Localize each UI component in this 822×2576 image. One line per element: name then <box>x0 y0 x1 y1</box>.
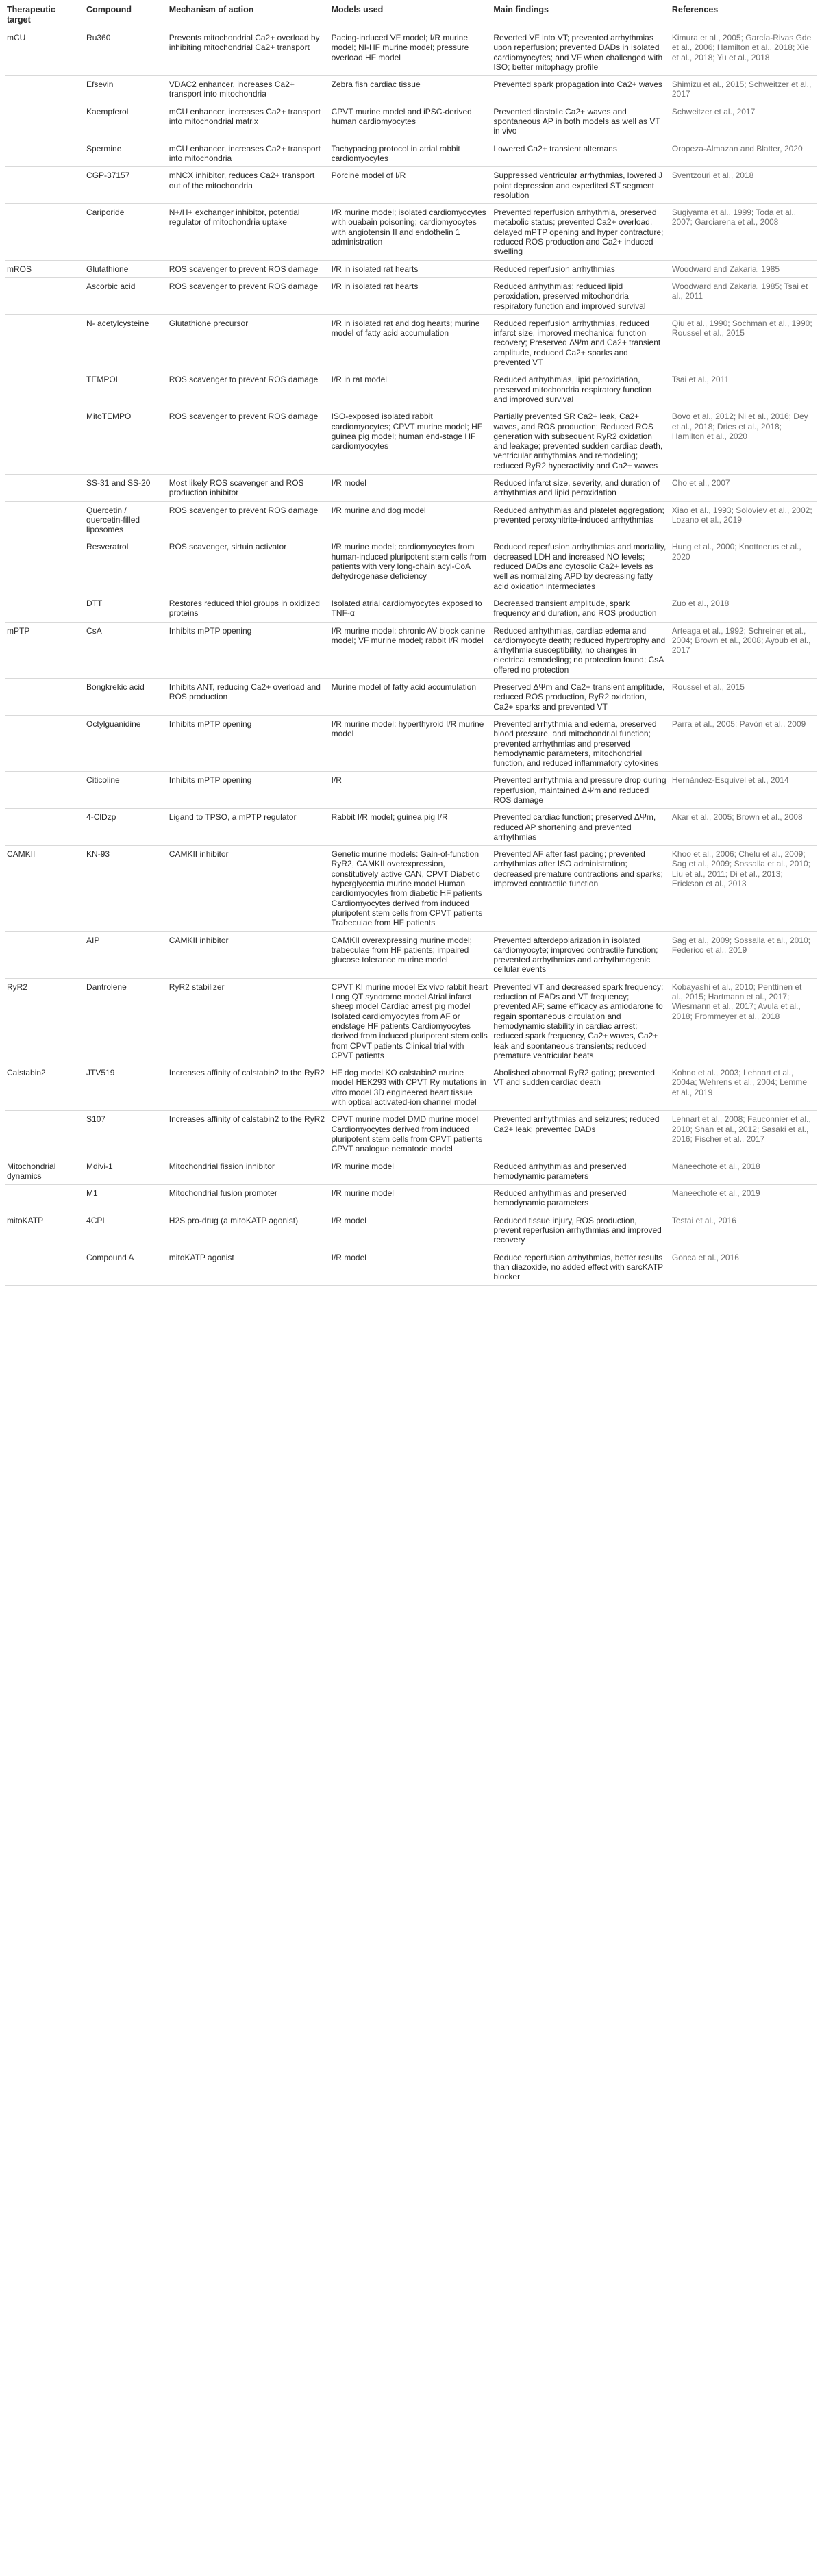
cell-therapeutic-target: Calstabin2 <box>5 1064 85 1111</box>
table-row <box>5 978 817 1064</box>
table-row <box>5 408 817 475</box>
header-therapeutic-target: Therapeutic target <box>5 3 85 29</box>
cell-findings: Prevented arrhythmias and seizures; reduced Ca2+ leak; prevented DADs <box>492 1111 670 1158</box>
cell-findings: Reduced reperfusion arrhythmias <box>492 260 670 277</box>
cell-models: I/R murine model; hyperthyroid I/R murine model <box>330 715 493 771</box>
table-row <box>5 474 817 501</box>
cell-findings: Reduced arrhythmias and preserved hemodynamic parameters <box>492 1185 670 1212</box>
cell-compound: DTT <box>85 595 168 622</box>
cell-compound: CGP-37157 <box>85 167 168 204</box>
cell-models: CAMKII overexpressing murine model; trabeculae from HF patients; impaired glucose tolerance murine model <box>330 931 493 978</box>
cell-models: I/R murine model; chronic AV block canine model; VF murine model; rabbit I/R model <box>330 622 493 678</box>
table-row <box>5 204 817 260</box>
cell-compound: Octylguanidine <box>85 715 168 771</box>
cell-references: Lehnart et al., 2008; Fauconnier et al., 2010; Shan et al., 2012; Sasaki et al., 2016; Fischer et al., 2017 <box>671 1111 817 1158</box>
cell-mechanism: Restores reduced thiol groups in oxidized proteins <box>168 595 330 622</box>
cell-compound: MitoTEMPO <box>85 408 168 475</box>
cell-therapeutic-target <box>5 931 85 978</box>
cell-therapeutic-target <box>5 408 85 475</box>
cell-findings: Prevented reperfusion arrhythmia, preserved metabolic status; prevented Ca2+ overload, delayed mPTP opening and hyper contracture; reduced ROS production and Ca2+ induced swelling <box>492 204 670 260</box>
cell-therapeutic-target <box>5 595 85 622</box>
cell-therapeutic-target <box>5 1111 85 1158</box>
cell-therapeutic-target: mROS <box>5 260 85 277</box>
cell-references: Kobayashi et al., 2010; Penttinen et al., 2015; Hartmann et al., 2017; Wiesmann et al., 2017; Avula et al., 2018; Frommeyer et al., 2018 <box>671 978 817 1064</box>
cell-findings: Prevented diastolic Ca2+ waves and spontaneous AP in both models as well as VT in vivo <box>492 103 670 140</box>
cell-compound: AIP <box>85 931 168 978</box>
table-row <box>5 277 817 314</box>
cell-references: Sugiyama et al., 1999; Toda et al., 2007; Garciarena et al., 2008 <box>671 204 817 260</box>
table-header-row <box>5 3 817 29</box>
cell-models: Rabbit I/R model; guinea pig I/R <box>330 809 493 846</box>
table-row <box>5 76 817 103</box>
cell-references: Arteaga et al., 1992; Schreiner et al., 2004; Brown et al., 2008; Ayoub et al., 2017 <box>671 622 817 678</box>
cell-models: CPVT murine model and iPSC-derived human cardiomyocytes <box>330 103 493 140</box>
cell-mechanism: H2S pro-drug (a mitoKATP agonist) <box>168 1212 330 1249</box>
table-row <box>5 931 817 978</box>
cell-references: Woodward and Zakaria, 1985; Tsai et al., 2011 <box>671 277 817 314</box>
cell-findings: Reduced arrhythmias and platelet aggregation; prevented peroxynitrite-induced arrhythmias <box>492 501 670 538</box>
cell-therapeutic-target <box>5 679 85 716</box>
cell-mechanism: mCU enhancer, increases Ca2+ transport into mitochondrial matrix <box>168 103 330 140</box>
cell-models: I/R murine and dog model <box>330 501 493 538</box>
cell-findings: Reduced arrhythmias; reduced lipid peroxidation, preserved mitochondria respiratory function and improved survival <box>492 277 670 314</box>
cell-references: Oropeza-Almazan and Blatter, 2020 <box>671 140 817 167</box>
cell-references: Woodward and Zakaria, 1985 <box>671 260 817 277</box>
cell-findings: Abolished abnormal RyR2 gating; prevented VT and sudden cardiac death <box>492 1064 670 1111</box>
cell-models: Zebra fish cardiac tissue <box>330 76 493 103</box>
header-mechanism: Mechanism of action <box>168 3 330 29</box>
therapeutic-targets-table <box>5 3 817 1286</box>
cell-mechanism: ROS scavenger to prevent ROS damage <box>168 277 330 314</box>
cell-findings: Reverted VF into VT; prevented arrhythmias upon reperfusion; prevented DADs in isolated cardiomyocytes; and VF when challenged with ISO; better mitophagy profile <box>492 29 670 76</box>
cell-references: Qiu et al., 1990; Sochman et al., 1990; Roussel et al., 2015 <box>671 314 817 371</box>
cell-mechanism: ROS scavenger to prevent ROS damage <box>168 371 330 408</box>
cell-references: Parra et al., 2005; Pavón et al., 2009 <box>671 715 817 771</box>
cell-models: I/R murine model; isolated cardiomyocytes with ouabain poisoning; cardiomyocytes with angiotensin II and endothelin 1 administration <box>330 204 493 260</box>
table-row <box>5 260 817 277</box>
cell-therapeutic-target <box>5 103 85 140</box>
table-row <box>5 140 817 167</box>
cell-mechanism: CAMKII inhibitor <box>168 931 330 978</box>
cell-findings: Reduced reperfusion arrhythmias and mortality, decreased LDH and increased NO levels; reduced DADs and cytosolic Ca2+ levels as well as normalizing APD by decreasing fatty acid oxidation intermediates <box>492 538 670 595</box>
cell-models: I/R in isolated rat and dog hearts; murine model of fatty acid accumulation <box>330 314 493 371</box>
cell-models: Murine model of fatty acid accumulation <box>330 679 493 716</box>
cell-compound: Resveratrol <box>85 538 168 595</box>
cell-references: Sventzouri et al., 2018 <box>671 167 817 204</box>
cell-compound: Quercetin / quercetin-filled liposomes <box>85 501 168 538</box>
cell-mechanism: Inhibits mPTP opening <box>168 715 330 771</box>
cell-compound: Spermine <box>85 140 168 167</box>
cell-therapeutic-target: mCU <box>5 29 85 76</box>
cell-therapeutic-target <box>5 167 85 204</box>
cell-mechanism: mCU enhancer, increases Ca2+ transport into mitochondria <box>168 140 330 167</box>
cell-models: Pacing-induced VF model; I/R murine model; NI-HF murine model; pressure overload HF model <box>330 29 493 76</box>
table-row <box>5 314 817 371</box>
cell-mechanism: Increases affinity of calstabin2 to the RyR2 <box>168 1111 330 1158</box>
cell-models: Tachypacing protocol in atrial rabbit cardiomyocytes <box>330 140 493 167</box>
table-row <box>5 1111 817 1158</box>
cell-models: I/R model <box>330 474 493 501</box>
cell-therapeutic-target: CAMKII <box>5 846 85 931</box>
cell-findings: Decreased transient amplitude, spark frequency and duration, and ROS production <box>492 595 670 622</box>
cell-therapeutic-target <box>5 371 85 408</box>
cell-compound: Mdivi-1 <box>85 1158 168 1185</box>
cell-references: Tsai et al., 2011 <box>671 371 817 408</box>
cell-mechanism: Inhibits ANT, reducing Ca2+ overload and ROS production <box>168 679 330 716</box>
cell-compound: JTV519 <box>85 1064 168 1111</box>
cell-findings: Prevented AF after fast pacing; prevented arrhythmias after ISO administration; decreased premature contractions and sparks; improved contractile function <box>492 846 670 931</box>
cell-compound: Citicoline <box>85 772 168 809</box>
cell-models: I/R murine model <box>330 1185 493 1212</box>
table-row <box>5 501 817 538</box>
cell-therapeutic-target <box>5 772 85 809</box>
cell-compound: Dantrolene <box>85 978 168 1064</box>
cell-mechanism: mNCX inhibitor, reduces Ca2+ transport out of the mitochondria <box>168 167 330 204</box>
cell-mechanism: ROS scavenger to prevent ROS damage <box>168 408 330 475</box>
cell-findings: Reduce reperfusion arrhythmias, better results than diazoxide, no added effect with sarcKATP blocker <box>492 1249 670 1286</box>
cell-references: Hernández-Esquivel et al., 2014 <box>671 772 817 809</box>
cell-models: CPVT murine model DMD murine model Cardiomyocytes derived from induced pluripotent stem cells from CPVT patients CPVT analogue nematode model <box>330 1111 493 1158</box>
cell-mechanism: Prevents mitochondrial Ca2+ overload by inhibiting mitochondrial Ca2+ transport <box>168 29 330 76</box>
cell-compound: M1 <box>85 1185 168 1212</box>
table-row <box>5 1212 817 1249</box>
cell-compound: 4-ClDzp <box>85 809 168 846</box>
cell-models: I/R in isolated rat hearts <box>330 277 493 314</box>
cell-mechanism: Inhibits mPTP opening <box>168 622 330 678</box>
table-row <box>5 595 817 622</box>
cell-compound: Glutathione <box>85 260 168 277</box>
table-row <box>5 622 817 678</box>
table-row <box>5 1249 817 1286</box>
cell-findings: Partially prevented SR Ca2+ leak, Ca2+ waves, and ROS production; Reduced ROS generation with subsequent RyR2 oxidation and leakage; prevented sudden cardiac death, ventricular arrhythmias and remodeling; reduced RyR2 hyperactivity and Ca2+ waves <box>492 408 670 475</box>
cell-compound: 4CPI <box>85 1212 168 1249</box>
cell-references: Shimizu et al., 2015; Schweitzer et al., 2017 <box>671 76 817 103</box>
cell-mechanism: CAMKII inhibitor <box>168 846 330 931</box>
cell-references: Kimura et al., 2005; García-Rivas Gde et al., 2006; Hamilton et al., 2018; Xie et al., 2018; Yu et al., 2018 <box>671 29 817 76</box>
cell-therapeutic-target <box>5 204 85 260</box>
cell-findings: Reduced arrhythmias, cardiac edema and cardiomyocyte death; reduced hypertrophy and arrhythmia susceptibility, no changes in electrical remodeling; no protection found; CsA offered no protection <box>492 622 670 678</box>
cell-models: Isolated atrial cardiomyocytes exposed to TNF-α <box>330 595 493 622</box>
cell-models: I/R model <box>330 1212 493 1249</box>
cell-therapeutic-target <box>5 538 85 595</box>
cell-therapeutic-target <box>5 809 85 846</box>
cell-findings: Reduced arrhythmias, lipid peroxidation, preserved mitochondria respiratory function and improved survival <box>492 371 670 408</box>
cell-models: I/R in isolated rat hearts <box>330 260 493 277</box>
cell-compound: CsA <box>85 622 168 678</box>
table-row <box>5 1185 817 1212</box>
cell-models: I/R murine model; cardiomyocytes from human-induced pluripotent stem cells from patients with very long-chain acyl-CoA dehydrogenase deficiency <box>330 538 493 595</box>
cell-compound: SS-31 and SS-20 <box>85 474 168 501</box>
cell-references: Akar et al., 2005; Brown et al., 2008 <box>671 809 817 846</box>
cell-mechanism: mitoKATP agonist <box>168 1249 330 1286</box>
table-row <box>5 809 817 846</box>
table-row <box>5 167 817 204</box>
cell-references: Bovo et al., 2012; Ni et al., 2016; Dey et al., 2018; Dries et al., 2018; Hamilton et al., 2020 <box>671 408 817 475</box>
cell-therapeutic-target <box>5 76 85 103</box>
cell-references: Sag et al., 2009; Sossalla et al., 2010; Federico et al., 2019 <box>671 931 817 978</box>
cell-therapeutic-target <box>5 715 85 771</box>
cell-models: CPVT KI murine model Ex vivo rabbit heart Long QT syndrome model Atrial infarct sheep model Cardiac arrest pig model Isolated cardiomyocytes from AF or endstage HF patients Cardiomyocytes derived from induced pluripotent stem cells from CPVT patients Clinical trial with CPVT patients <box>330 978 493 1064</box>
cell-findings: Prevented arrhythmia and edema, preserved blood pressure, and mitochondrial function; prevented arrhythmias and preserved hemodynamic parameters, mitochondrial function, and reduced inflammatory cytokines <box>492 715 670 771</box>
cell-findings: Reduced infarct size, severity, and duration of arrhythmias and lipid peroxidation <box>492 474 670 501</box>
cell-therapeutic-target <box>5 501 85 538</box>
cell-models: I/R in rat model <box>330 371 493 408</box>
header-compound: Compound <box>85 3 168 29</box>
cell-mechanism: Inhibits mPTP opening <box>168 772 330 809</box>
cell-references: Cho et al., 2007 <box>671 474 817 501</box>
table-row <box>5 1064 817 1111</box>
header-references: References <box>671 3 817 29</box>
cell-therapeutic-target <box>5 277 85 314</box>
cell-mechanism: Increases affinity of calstabin2 to the RyR2 <box>168 1064 330 1111</box>
cell-findings: Lowered Ca2+ transient alternans <box>492 140 670 167</box>
cell-findings: Prevented spark propagation into Ca2+ waves <box>492 76 670 103</box>
cell-compound: TEMPOL <box>85 371 168 408</box>
cell-therapeutic-target: RyR2 <box>5 978 85 1064</box>
cell-findings: Preserved ΔΨm and Ca2+ transient amplitude, reduced ROS production, RyR2 oxidation, Ca2+ sparks and prevented VT <box>492 679 670 716</box>
cell-mechanism: ROS scavenger to prevent ROS damage <box>168 260 330 277</box>
cell-compound: S107 <box>85 1111 168 1158</box>
cell-models: ISO-exposed isolated rabbit cardiomyocytes; CPVT murine model; HF guinea pig model; human end-stage HF cardiomyocytes <box>330 408 493 475</box>
cell-compound: Compound A <box>85 1249 168 1286</box>
cell-models: Genetic murine models: Gain-of-function RyR2, CAMKII overexpression, constitutively active CAN, CPVT Diabetic hyperglycemia murine model Human cardiomyocytes from diabetic HF patients Cardiomyocytes derived from induced pluripotent stem cells from CPVT patients Trabeculae from HF patients <box>330 846 493 931</box>
cell-compound: Ru360 <box>85 29 168 76</box>
cell-compound: N- acetylcysteine <box>85 314 168 371</box>
cell-mechanism: Glutathione precursor <box>168 314 330 371</box>
cell-findings: Reduced arrhythmias and preserved hemodynamic parameters <box>492 1158 670 1185</box>
table-row <box>5 715 817 771</box>
table-row <box>5 538 817 595</box>
cell-therapeutic-target <box>5 1185 85 1212</box>
cell-findings: Prevented VT and decreased spark frequency; reduction of EADs and VT frequency; prevented AF; same efficacy as amiodarone to regain spontaneous circulation and hemodynamic stability in cardiac arrest; reduced spark frequency, Ca2+ waves, Ca2+ leak and spontaneous transients; reduced premature ventricular beats <box>492 978 670 1064</box>
table-row <box>5 772 817 809</box>
cell-compound: KN-93 <box>85 846 168 931</box>
cell-references: Xiao et al., 1993; Soloviev et al., 2002; Lozano et al., 2019 <box>671 501 817 538</box>
cell-therapeutic-target <box>5 474 85 501</box>
cell-references: Maneechote et al., 2018 <box>671 1158 817 1185</box>
cell-references: Gonca et al., 2016 <box>671 1249 817 1286</box>
cell-mechanism: N+/H+ exchanger inhibitor, potential regulator of mitochondria uptake <box>168 204 330 260</box>
cell-findings: Prevented arrhythmia and pressure drop during reperfusion, maintained ΔΨm and reduced ROS damage <box>492 772 670 809</box>
cell-references: Kohno et al., 2003; Lehnart et al., 2004a; Wehrens et al., 2004; Lemme et al., 2019 <box>671 1064 817 1111</box>
cell-mechanism: Mitochondrial fission inhibitor <box>168 1158 330 1185</box>
header-models: Models used <box>330 3 493 29</box>
cell-references: Hung et al., 2000; Knottnerus et al., 2020 <box>671 538 817 595</box>
cell-models: I/R <box>330 772 493 809</box>
cell-findings: Reduced reperfusion arrhythmias, reduced infarct size, improved mechanical function recovery; Preserved ΔΨm and Ca2+ transient amplitude, reduced Ca2+ sparks and prevented VT <box>492 314 670 371</box>
cell-models: I/R model <box>330 1249 493 1286</box>
cell-therapeutic-target <box>5 314 85 371</box>
cell-findings: Prevented afterdepolarization in isolated cardiomyocyte; improved contractile function; prevented arrhythmias and arrhythmogenic cellular events <box>492 931 670 978</box>
table-row <box>5 103 817 140</box>
cell-therapeutic-target <box>5 1249 85 1286</box>
table-row <box>5 29 817 76</box>
cell-compound: Kaempferol <box>85 103 168 140</box>
cell-mechanism: ROS scavenger to prevent ROS damage <box>168 501 330 538</box>
table-row <box>5 371 817 408</box>
cell-references: Khoo et al., 2006; Chelu et al., 2009; Sag et al., 2009; Sossalla et al., 2010; Liu et al., 2011; Di et al., 2013; Erickson et al., 2013 <box>671 846 817 931</box>
cell-mechanism: Ligand to TPSO, a mPTP regulator <box>168 809 330 846</box>
cell-mechanism: Most likely ROS scavenger and ROS production inhibitor <box>168 474 330 501</box>
cell-references: Testai et al., 2016 <box>671 1212 817 1249</box>
cell-mechanism: VDAC2 enhancer, increases Ca2+ transport into mitochondria <box>168 76 330 103</box>
table-body <box>5 29 817 1286</box>
cell-models: Porcine model of I/R <box>330 167 493 204</box>
cell-mechanism: RyR2 stabilizer <box>168 978 330 1064</box>
cell-therapeutic-target: mPTP <box>5 622 85 678</box>
cell-references: Roussel et al., 2015 <box>671 679 817 716</box>
table-row <box>5 846 817 931</box>
cell-mechanism: Mitochondrial fusion promoter <box>168 1185 330 1212</box>
cell-therapeutic-target: Mitochondrial dynamics <box>5 1158 85 1185</box>
cell-therapeutic-target <box>5 140 85 167</box>
cell-therapeutic-target: mitoKATP <box>5 1212 85 1249</box>
cell-findings: Prevented cardiac function; preserved ΔΨm, reduced AP shortening and prevented arrhythmias <box>492 809 670 846</box>
cell-models: I/R murine model <box>330 1158 493 1185</box>
cell-references: Maneechote et al., 2019 <box>671 1185 817 1212</box>
cell-references: Schweitzer et al., 2017 <box>671 103 817 140</box>
cell-models: HF dog model KO calstabin2 murine model HEK293 with CPVT Ry mutations in vitro model 3D engineered heart tissue with optical activated-ion channel model <box>330 1064 493 1111</box>
header-findings: Main findings <box>492 3 670 29</box>
cell-compound: Bongkrekic acid <box>85 679 168 716</box>
cell-mechanism: ROS scavenger, sirtuin activator <box>168 538 330 595</box>
table-row <box>5 679 817 716</box>
cell-references: Zuo et al., 2018 <box>671 595 817 622</box>
cell-compound: Efsevin <box>85 76 168 103</box>
table-row <box>5 1158 817 1185</box>
cell-findings: Reduced tissue injury, ROS production, prevent reperfusion arrhythmias and improved recovery <box>492 1212 670 1249</box>
cell-compound: Ascorbic acid <box>85 277 168 314</box>
cell-findings: Suppressed ventricular arrhythmias, lowered J point depression and expedited ST segment resolution <box>492 167 670 204</box>
cell-compound: Cariporide <box>85 204 168 260</box>
